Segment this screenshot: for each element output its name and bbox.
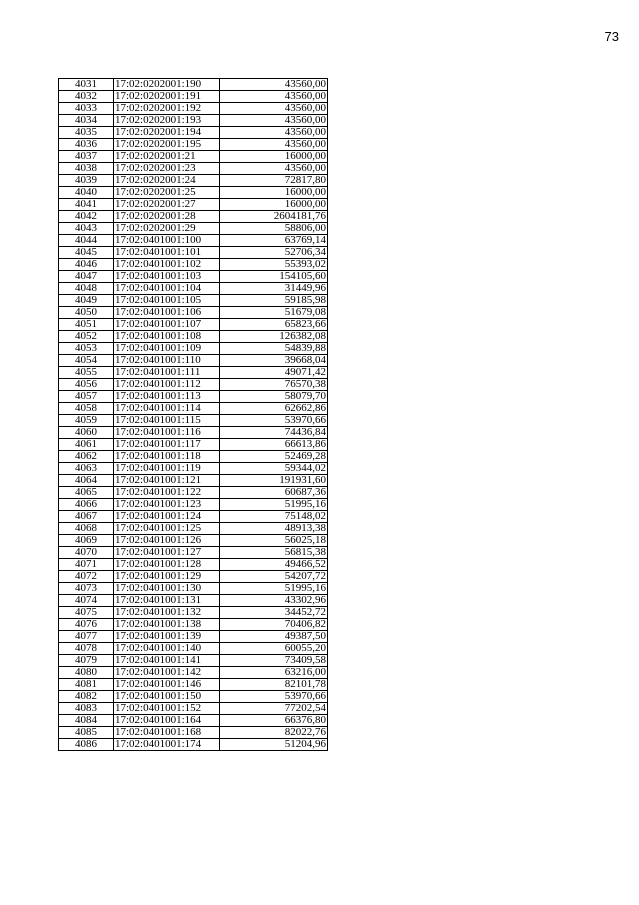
table-row — [59, 163, 328, 175]
row-number: 4080 — [59, 667, 114, 679]
table-row — [59, 475, 328, 487]
cadastral-number: 17:02:0202001:25 — [114, 187, 220, 199]
table-row — [59, 703, 328, 715]
table-row — [59, 715, 328, 727]
cadastral-value: 43560,00 — [220, 115, 328, 127]
row-number: 4063 — [59, 463, 114, 475]
row-number: 4064 — [59, 475, 114, 487]
cadastral-value: 43560,00 — [220, 79, 328, 91]
cadastral-number: 17:02:0401001:122 — [114, 487, 220, 499]
row-number: 4057 — [59, 391, 114, 403]
cadastral-number: 17:02:0401001:102 — [114, 259, 220, 271]
cadastral-number: 17:02:0401001:131 — [114, 595, 220, 607]
table-row — [59, 547, 328, 559]
cadastral-number: 17:02:0401001:141 — [114, 655, 220, 667]
cadastral-value: 51679,08 — [220, 307, 328, 319]
table-row — [59, 307, 328, 319]
cadastral-value: 49466,52 — [220, 559, 328, 571]
cadastral-value: 16000,00 — [220, 151, 328, 163]
table-row — [59, 211, 328, 223]
cadastral-value: 65823,66 — [220, 319, 328, 331]
table-row — [59, 595, 328, 607]
cadastral-value: 43560,00 — [220, 163, 328, 175]
table-row — [59, 331, 328, 343]
cadastral-number: 17:02:0401001:108 — [114, 331, 220, 343]
table-row — [59, 259, 328, 271]
cadastral-number: 17:02:0401001:127 — [114, 547, 220, 559]
cadastral-number: 17:02:0202001:191 — [114, 91, 220, 103]
cadastral-number: 17:02:0401001:174 — [114, 739, 220, 751]
cadastral-value: 63769,14 — [220, 235, 328, 247]
cadastral-number: 17:02:0202001:192 — [114, 103, 220, 115]
cadastral-value: 58806,00 — [220, 223, 328, 235]
row-number: 4068 — [59, 523, 114, 535]
cadastral-number: 17:02:0401001:146 — [114, 679, 220, 691]
row-number: 4035 — [59, 127, 114, 139]
table-row — [59, 115, 328, 127]
cadastral-number: 17:02:0401001:116 — [114, 427, 220, 439]
cadastral-value: 34452,72 — [220, 607, 328, 619]
row-number: 4082 — [59, 691, 114, 703]
cadastral-value-table — [58, 78, 328, 751]
cadastral-number: 17:02:0202001:195 — [114, 139, 220, 151]
table-row — [59, 643, 328, 655]
table-row — [59, 727, 328, 739]
table-row — [59, 271, 328, 283]
row-number: 4073 — [59, 583, 114, 595]
cadastral-number: 17:02:0401001:132 — [114, 607, 220, 619]
row-number: 4061 — [59, 439, 114, 451]
cadastral-number: 17:02:0202001:190 — [114, 79, 220, 91]
cadastral-value: 60687,36 — [220, 487, 328, 499]
cadastral-number: 17:02:0401001:128 — [114, 559, 220, 571]
cadastral-number: 17:02:0401001:106 — [114, 307, 220, 319]
table-row — [59, 403, 328, 415]
table-row — [59, 151, 328, 163]
row-number: 4049 — [59, 295, 114, 307]
row-number: 4045 — [59, 247, 114, 259]
cadastral-value: 74436,84 — [220, 427, 328, 439]
cadastral-number: 17:02:0401001:109 — [114, 343, 220, 355]
cadastral-number: 17:02:0401001:117 — [114, 439, 220, 451]
table-row — [59, 439, 328, 451]
row-number: 4031 — [59, 79, 114, 91]
cadastral-value: 43560,00 — [220, 127, 328, 139]
cadastral-number: 17:02:0401001:112 — [114, 379, 220, 391]
table-row — [59, 511, 328, 523]
cadastral-number: 17:02:0401001:107 — [114, 319, 220, 331]
cadastral-value: 54207,72 — [220, 571, 328, 583]
cadastral-value: 77202,54 — [220, 703, 328, 715]
table-row — [59, 127, 328, 139]
cadastral-value: 82022,76 — [220, 727, 328, 739]
table-row — [59, 655, 328, 667]
row-number: 4056 — [59, 379, 114, 391]
cadastral-number: 17:02:0401001:126 — [114, 535, 220, 547]
row-number: 4046 — [59, 259, 114, 271]
table-row — [59, 679, 328, 691]
cadastral-value: 59344,02 — [220, 463, 328, 475]
cadastral-value: 16000,00 — [220, 187, 328, 199]
table-row — [59, 487, 328, 499]
row-number: 4040 — [59, 187, 114, 199]
cadastral-number: 17:02:0401001:114 — [114, 403, 220, 415]
row-number: 4059 — [59, 415, 114, 427]
cadastral-value: 70406,82 — [220, 619, 328, 631]
table-row — [59, 391, 328, 403]
cadastral-value: 2604181,76 — [220, 211, 328, 223]
table-row — [59, 379, 328, 391]
cadastral-value: 54839,88 — [220, 343, 328, 355]
cadastral-value: 43560,00 — [220, 91, 328, 103]
row-number: 4043 — [59, 223, 114, 235]
cadastral-number: 17:02:0202001:23 — [114, 163, 220, 175]
table-row — [59, 739, 328, 751]
cadastral-value: 39668,04 — [220, 355, 328, 367]
cadastral-number: 17:02:0401001:129 — [114, 571, 220, 583]
cadastral-number: 17:02:0202001:193 — [114, 115, 220, 127]
cadastral-number: 17:02:0401001:125 — [114, 523, 220, 535]
table-row — [59, 223, 328, 235]
cadastral-number: 17:02:0401001:118 — [114, 451, 220, 463]
row-number: 4081 — [59, 679, 114, 691]
cadastral-number: 17:02:0202001:27 — [114, 199, 220, 211]
table-row — [59, 355, 328, 367]
cadastral-value: 43560,00 — [220, 103, 328, 115]
cadastral-value: 62662,86 — [220, 403, 328, 415]
row-number: 4041 — [59, 199, 114, 211]
table-row — [59, 619, 328, 631]
cadastral-value: 72817,80 — [220, 175, 328, 187]
cadastral-number: 17:02:0401001:142 — [114, 667, 220, 679]
table-row — [59, 691, 328, 703]
row-number: 4055 — [59, 367, 114, 379]
table-row — [59, 463, 328, 475]
cadastral-value: 63216,00 — [220, 667, 328, 679]
row-number: 4038 — [59, 163, 114, 175]
row-number: 4052 — [59, 331, 114, 343]
row-number: 4032 — [59, 91, 114, 103]
cadastral-value: 52469,28 — [220, 451, 328, 463]
row-number: 4079 — [59, 655, 114, 667]
table-row — [59, 631, 328, 643]
table-row — [59, 79, 328, 91]
cadastral-value: 75148,02 — [220, 511, 328, 523]
cadastral-value: 73409,58 — [220, 655, 328, 667]
row-number: 4060 — [59, 427, 114, 439]
row-number: 4042 — [59, 211, 114, 223]
table-body — [59, 79, 328, 751]
cadastral-number: 17:02:0401001:110 — [114, 355, 220, 367]
cadastral-number: 17:02:0202001:194 — [114, 127, 220, 139]
cadastral-number: 17:02:0401001:104 — [114, 283, 220, 295]
row-number: 4048 — [59, 283, 114, 295]
cadastral-number: 17:02:0401001:124 — [114, 511, 220, 523]
cadastral-value: 43560,00 — [220, 139, 328, 151]
cadastral-number: 17:02:0401001:121 — [114, 475, 220, 487]
cadastral-value: 16000,00 — [220, 199, 328, 211]
row-number: 4070 — [59, 547, 114, 559]
table-row — [59, 523, 328, 535]
table-row — [59, 295, 328, 307]
table-row — [59, 571, 328, 583]
cadastral-number: 17:02:0401001:115 — [114, 415, 220, 427]
table-row — [59, 451, 328, 463]
table-row — [59, 247, 328, 259]
row-number: 4067 — [59, 511, 114, 523]
cadastral-value: 59185,98 — [220, 295, 328, 307]
cadastral-value: 82101,78 — [220, 679, 328, 691]
row-number: 4054 — [59, 355, 114, 367]
row-number: 4069 — [59, 535, 114, 547]
row-number: 4071 — [59, 559, 114, 571]
cadastral-number: 17:02:0202001:21 — [114, 151, 220, 163]
row-number: 4076 — [59, 619, 114, 631]
cadastral-value: 66376,80 — [220, 715, 328, 727]
page-number: 73 — [604, 29, 619, 44]
table-row — [59, 235, 328, 247]
cadastral-number: 17:02:0401001:150 — [114, 691, 220, 703]
cadastral-number: 17:02:0401001:130 — [114, 583, 220, 595]
row-number: 4074 — [59, 595, 114, 607]
cadastral-number: 17:02:0401001:101 — [114, 247, 220, 259]
cadastral-value: 60055,20 — [220, 643, 328, 655]
cadastral-number: 17:02:0202001:24 — [114, 175, 220, 187]
row-number: 4086 — [59, 739, 114, 751]
cadastral-value: 126382,08 — [220, 331, 328, 343]
cadastral-number: 17:02:0401001:103 — [114, 271, 220, 283]
cadastral-number: 17:02:0401001:168 — [114, 727, 220, 739]
cadastral-number: 17:02:0401001:113 — [114, 391, 220, 403]
cadastral-value: 55393,02 — [220, 259, 328, 271]
cadastral-value: 52706,34 — [220, 247, 328, 259]
table-row — [59, 91, 328, 103]
cadastral-number: 17:02:0401001:164 — [114, 715, 220, 727]
row-number: 4039 — [59, 175, 114, 187]
cadastral-number: 17:02:0202001:28 — [114, 211, 220, 223]
cadastral-number: 17:02:0401001:100 — [114, 235, 220, 247]
row-number: 4066 — [59, 499, 114, 511]
table-row — [59, 103, 328, 115]
cadastral-value: 58079,70 — [220, 391, 328, 403]
row-number: 4053 — [59, 343, 114, 355]
table-row — [59, 187, 328, 199]
row-number: 4034 — [59, 115, 114, 127]
cadastral-value: 51995,16 — [220, 583, 328, 595]
row-number: 4033 — [59, 103, 114, 115]
row-number: 4051 — [59, 319, 114, 331]
cadastral-value: 191931,60 — [220, 475, 328, 487]
row-number: 4083 — [59, 703, 114, 715]
row-number: 4058 — [59, 403, 114, 415]
cadastral-value: 51995,16 — [220, 499, 328, 511]
cadastral-value: 53970,66 — [220, 691, 328, 703]
row-number: 4044 — [59, 235, 114, 247]
cadastral-value: 56025,18 — [220, 535, 328, 547]
cadastral-number: 17:02:0401001:105 — [114, 295, 220, 307]
row-number: 4036 — [59, 139, 114, 151]
row-number: 4037 — [59, 151, 114, 163]
table-row — [59, 367, 328, 379]
row-number: 4072 — [59, 571, 114, 583]
row-number: 4062 — [59, 451, 114, 463]
cadastral-number: 17:02:0401001:139 — [114, 631, 220, 643]
cadastral-number: 17:02:0202001:29 — [114, 223, 220, 235]
table-row — [59, 583, 328, 595]
table-row — [59, 415, 328, 427]
row-number: 4075 — [59, 607, 114, 619]
cadastral-value: 49071,42 — [220, 367, 328, 379]
cadastral-value: 31449,96 — [220, 283, 328, 295]
cadastral-number: 17:02:0401001:123 — [114, 499, 220, 511]
table-row — [59, 499, 328, 511]
cadastral-value: 66613,86 — [220, 439, 328, 451]
cadastral-value: 76570,38 — [220, 379, 328, 391]
cadastral-number: 17:02:0401001:138 — [114, 619, 220, 631]
table-row — [59, 559, 328, 571]
cadastral-value: 43302,96 — [220, 595, 328, 607]
cadastral-value: 48913,38 — [220, 523, 328, 535]
cadastral-value: 56815,38 — [220, 547, 328, 559]
cadastral-number: 17:02:0401001:111 — [114, 367, 220, 379]
table-row — [59, 283, 328, 295]
row-number: 4077 — [59, 631, 114, 643]
table-row — [59, 175, 328, 187]
table-row — [59, 535, 328, 547]
cadastral-value: 49387,50 — [220, 631, 328, 643]
cadastral-number: 17:02:0401001:152 — [114, 703, 220, 715]
table-row — [59, 343, 328, 355]
table-row — [59, 319, 328, 331]
table-row — [59, 199, 328, 211]
row-number: 4084 — [59, 715, 114, 727]
row-number: 4085 — [59, 727, 114, 739]
row-number: 4078 — [59, 643, 114, 655]
table-row — [59, 667, 328, 679]
row-number: 4065 — [59, 487, 114, 499]
table-row — [59, 427, 328, 439]
row-number: 4047 — [59, 271, 114, 283]
cadastral-number: 17:02:0401001:140 — [114, 643, 220, 655]
cadastral-number: 17:02:0401001:119 — [114, 463, 220, 475]
cadastral-value: 53970,66 — [220, 415, 328, 427]
cadastral-value: 154105,60 — [220, 271, 328, 283]
cadastral-value: 51204,96 — [220, 739, 328, 751]
row-number: 4050 — [59, 307, 114, 319]
table-row — [59, 139, 328, 151]
table-row — [59, 607, 328, 619]
